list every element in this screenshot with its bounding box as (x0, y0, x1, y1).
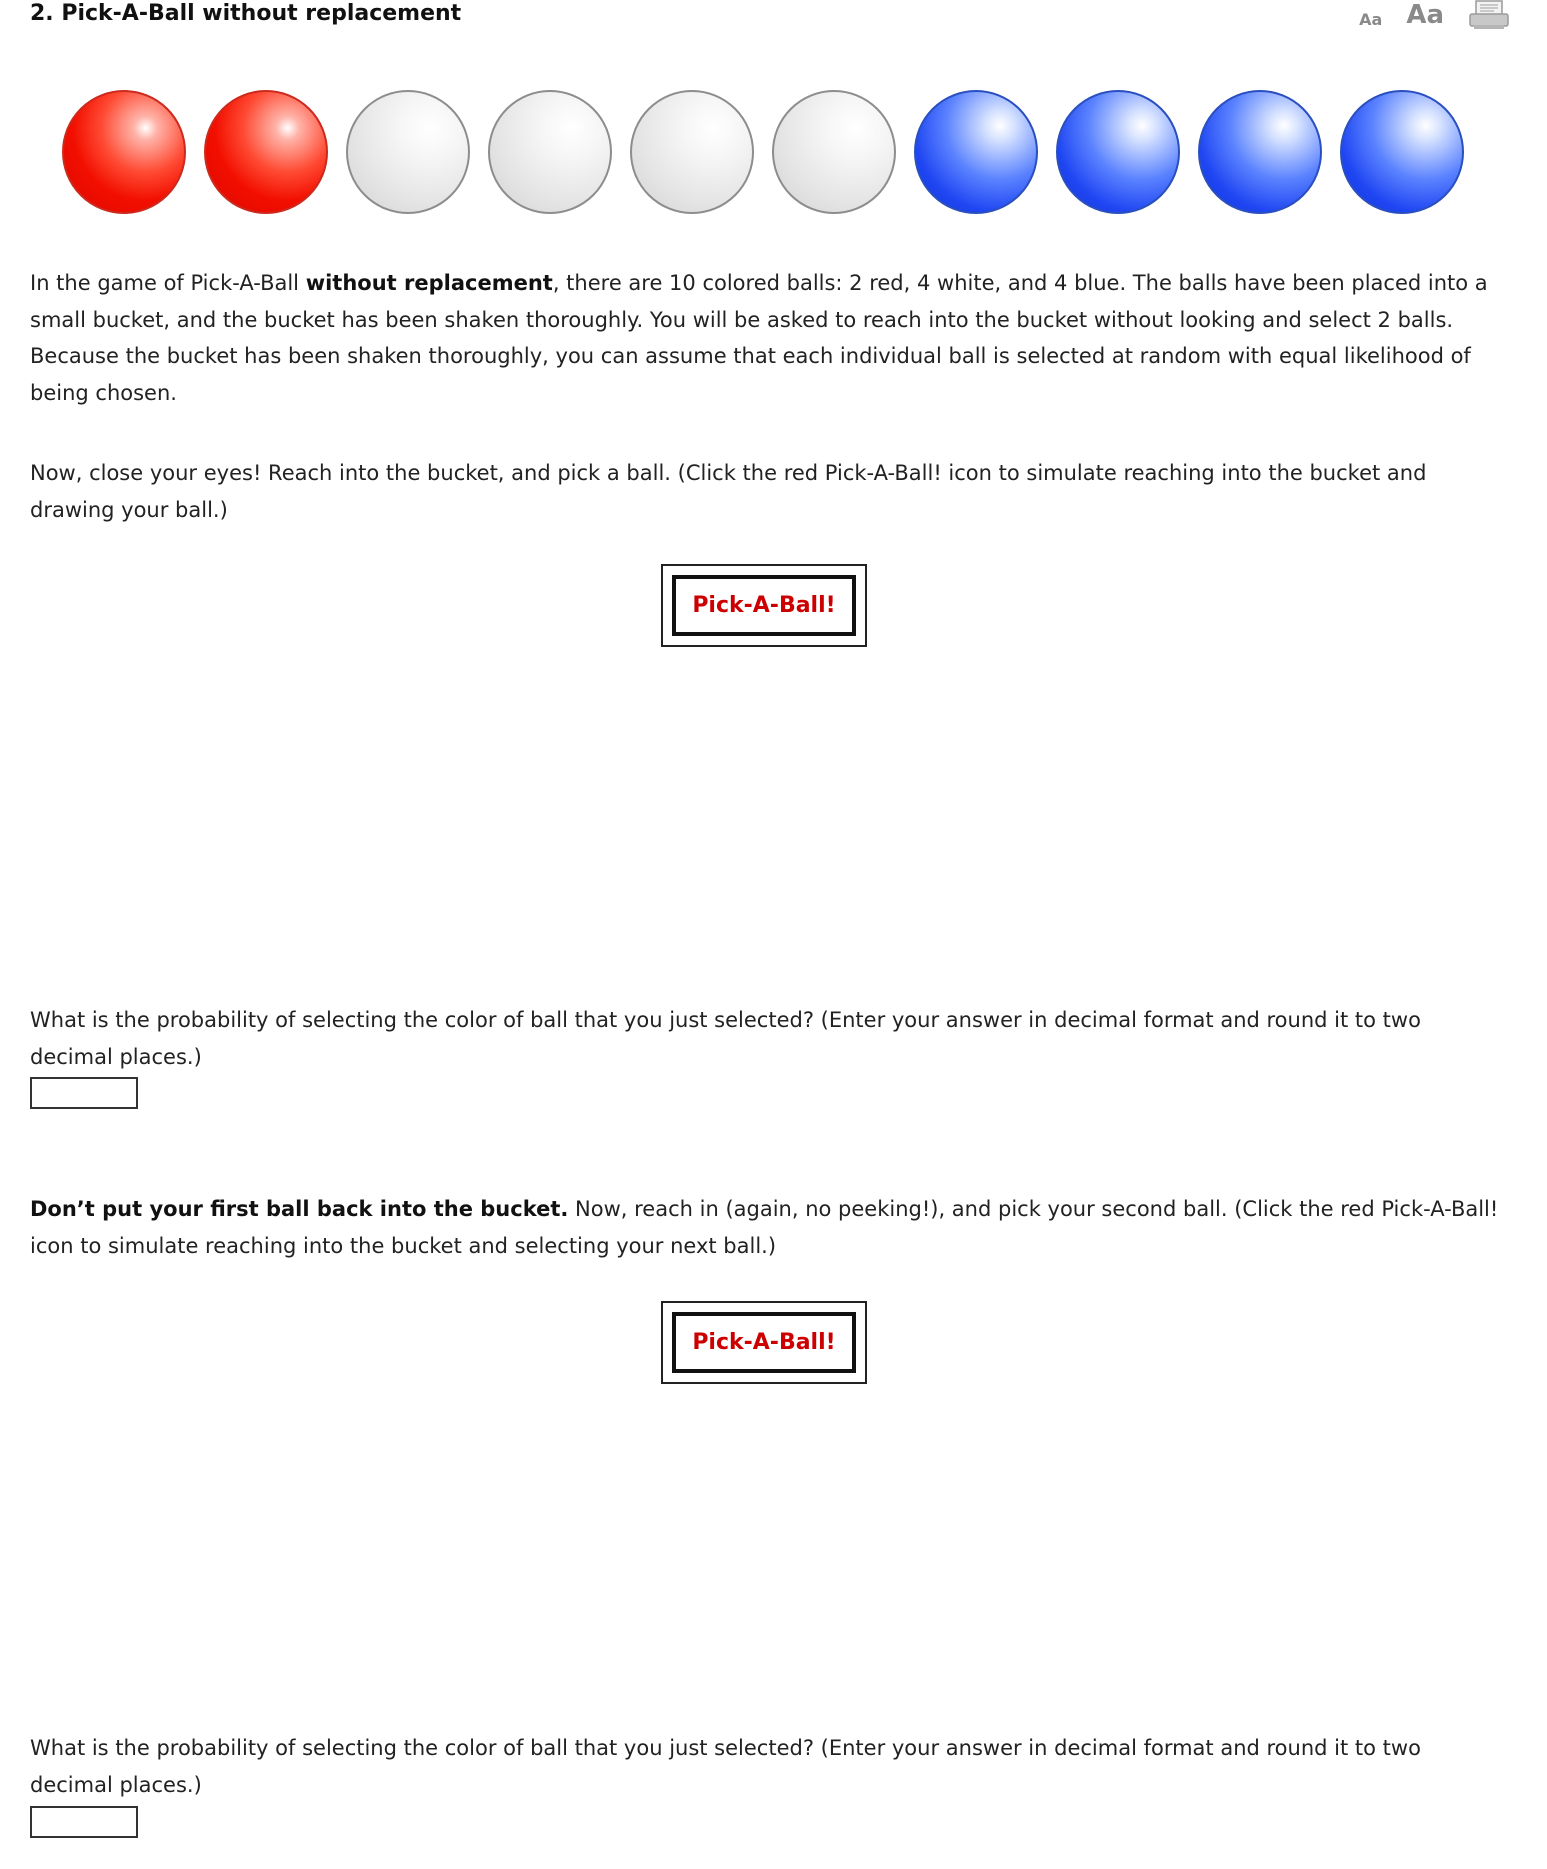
page-title: 2. Pick-A-Ball without replacement (30, 1, 462, 26)
intro-text-start: In the game of Pick-A-Ball (30, 271, 306, 295)
intro-bold-text: without replacement (305, 271, 553, 295)
blue-ball (914, 90, 1038, 214)
ball-row (62, 90, 1482, 216)
first-answer-input[interactable] (30, 1077, 138, 1109)
intro-paragraph (30, 265, 1508, 411)
blue-ball (1198, 90, 1322, 214)
red-ball (204, 90, 328, 214)
pick-a-ball-button-1-label[interactable]: Pick-A-Ball! (672, 575, 856, 636)
white-ball (488, 90, 612, 214)
second-pick-instructions (30, 1191, 1508, 1264)
white-ball (630, 90, 754, 214)
decrease-font-button[interactable]: Aa (1359, 10, 1383, 29)
pick-a-ball-button-1[interactable] (661, 564, 867, 647)
white-ball (346, 90, 470, 214)
first-pick-instructions: Now, close your eyes! Reach into the bucket, and pick a ball. (Click the red Pick-A-Ball! icon to simulate reaching into the bucket and drawing your ball.) (30, 461, 1427, 522)
first-question: What is the probability of selecting the color of ball that you just selected? (Enter your answer in decimal format and round it to two decimal places.) (30, 1008, 1421, 1069)
second-pick-text: Now, reach in (again, no peeking!), and pick your second ball. (Click the red Pick-A-Ball! icon to simulate reaching into the bucket and selecting your next ball.) (30, 1197, 1499, 1258)
header (30, 0, 1510, 40)
intro-text-end: , there are 10 colored balls: 2 red, 4 white, and 4 blue. The balls have been placed into a small bucket, and the bucket has been shaken thoroughly. You will be asked to reach into the bucket without looking and select 2 balls. Because the bucket has been shaken thoroughly, you can assume that each individual ball is selected at random with equal likelihood of being chosen. (30, 271, 1488, 405)
white-ball (772, 90, 896, 214)
blue-ball (1056, 90, 1180, 214)
toolbar (1359, 0, 1510, 36)
second-answer-input[interactable] (30, 1806, 138, 1838)
blue-ball (1340, 90, 1464, 214)
increase-font-button[interactable]: Aa (1406, 0, 1444, 30)
pick-a-ball-button-2[interactable] (661, 1301, 867, 1384)
second-question: What is the probability of selecting the color of ball that you just selected? (Enter your answer in decimal format and round it to two decimal places.) (30, 1736, 1421, 1797)
red-ball (62, 90, 186, 214)
print-icon[interactable] (1468, 0, 1510, 30)
second-pick-bold: Don’t put your first ball back into the bucket. (30, 1197, 569, 1221)
pick-a-ball-button-2-label[interactable]: Pick-A-Ball! (672, 1312, 856, 1373)
